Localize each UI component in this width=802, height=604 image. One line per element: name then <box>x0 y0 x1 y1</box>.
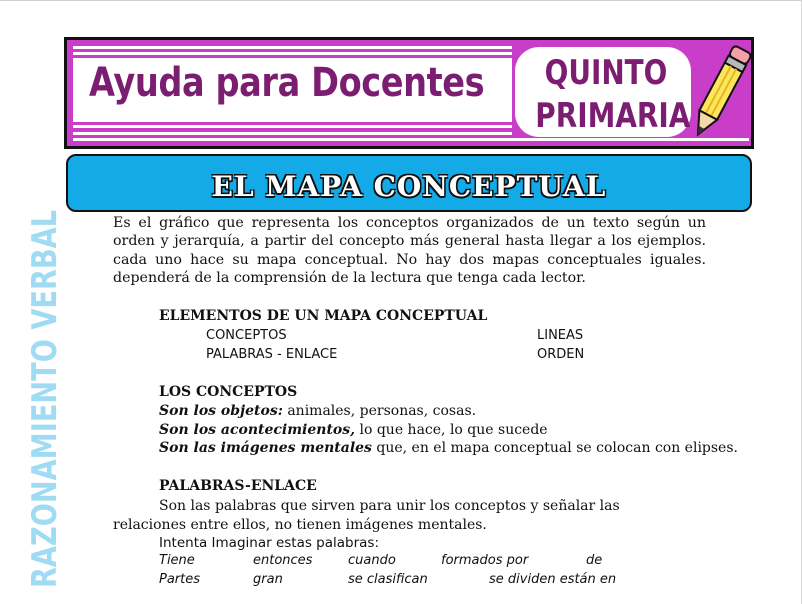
banner-stripe <box>73 125 512 128</box>
concept-label: Son los acontecimientos, <box>159 422 356 438</box>
concept-line <box>159 422 548 438</box>
grade-line-2: PRIMARIA <box>535 96 691 136</box>
linking-paragraph: Son las palabras que sirven para unir los conceptos y señalar las relaciones entre ellos, no tienen imágenes mentales. <box>113 498 620 533</box>
element-item: LINEAS <box>537 328 584 343</box>
banner-stripe <box>73 132 512 135</box>
section-title: EL MAPA CONCEPTUAL <box>211 170 607 203</box>
linking-word: se clasifican <box>348 572 428 587</box>
linking-word: formados por <box>441 553 529 568</box>
concepts-heading: LOS CONCEPTOS <box>159 384 298 400</box>
linking-word: de <box>586 553 603 568</box>
concept-text: que, en el mapa conceptual se colocan con elipses. <box>371 440 738 456</box>
elements-heading: ELEMENTOS DE UN MAPA CONCEPTUAL <box>159 308 488 324</box>
banner-stripe <box>73 52 512 55</box>
linking-heading: PALABRAS-ENLACE <box>159 478 317 494</box>
pencil-icon <box>685 40 755 146</box>
side-label <box>25 209 65 589</box>
element-item: PALABRAS - ENLACE <box>206 347 338 362</box>
brand-title: Ayuda para Docentes <box>89 60 485 106</box>
element-item: CONCEPTOS <box>206 328 287 343</box>
linking-word: se dividen están en <box>489 572 617 587</box>
linking-word: Tiene <box>159 553 195 568</box>
concept-line <box>159 403 476 419</box>
linking-word: cuando <box>348 553 396 568</box>
linking-word: entonces <box>253 553 313 568</box>
linking-word: gran <box>253 572 283 587</box>
linking-word: Partes <box>159 572 201 587</box>
concept-label: Son los objetos: <box>159 403 283 419</box>
banner-stripe <box>73 138 749 141</box>
intro-paragraph: Es el gráfico que representa los conceptos organizados de un texto según un orden y jerarquía, a partir del concepto más general hasta llegar a los ejemplos. cada uno hace su mapa conceptual. No hay dos mapas conceptuales iguales. dependerá de la comprensión de la lectura que tenga cada lector. <box>113 215 706 286</box>
grade-line-1: QUINTO <box>544 53 668 93</box>
concept-text: animales, personas, cosas. <box>282 403 477 419</box>
header-banner <box>64 37 754 149</box>
side-label-text: RAZONAMIENTO VERBAL <box>25 209 65 589</box>
concept-text: lo que hace, lo que sucede <box>355 422 548 438</box>
concept-line <box>159 440 738 456</box>
banner-stripe <box>73 46 512 49</box>
linking-prompt: Intenta Imaginar estas palabras: <box>159 535 380 551</box>
concept-label: Son las imágenes mentales <box>159 440 372 456</box>
element-item: ORDEN <box>537 347 585 362</box>
section-title-box <box>66 154 752 212</box>
